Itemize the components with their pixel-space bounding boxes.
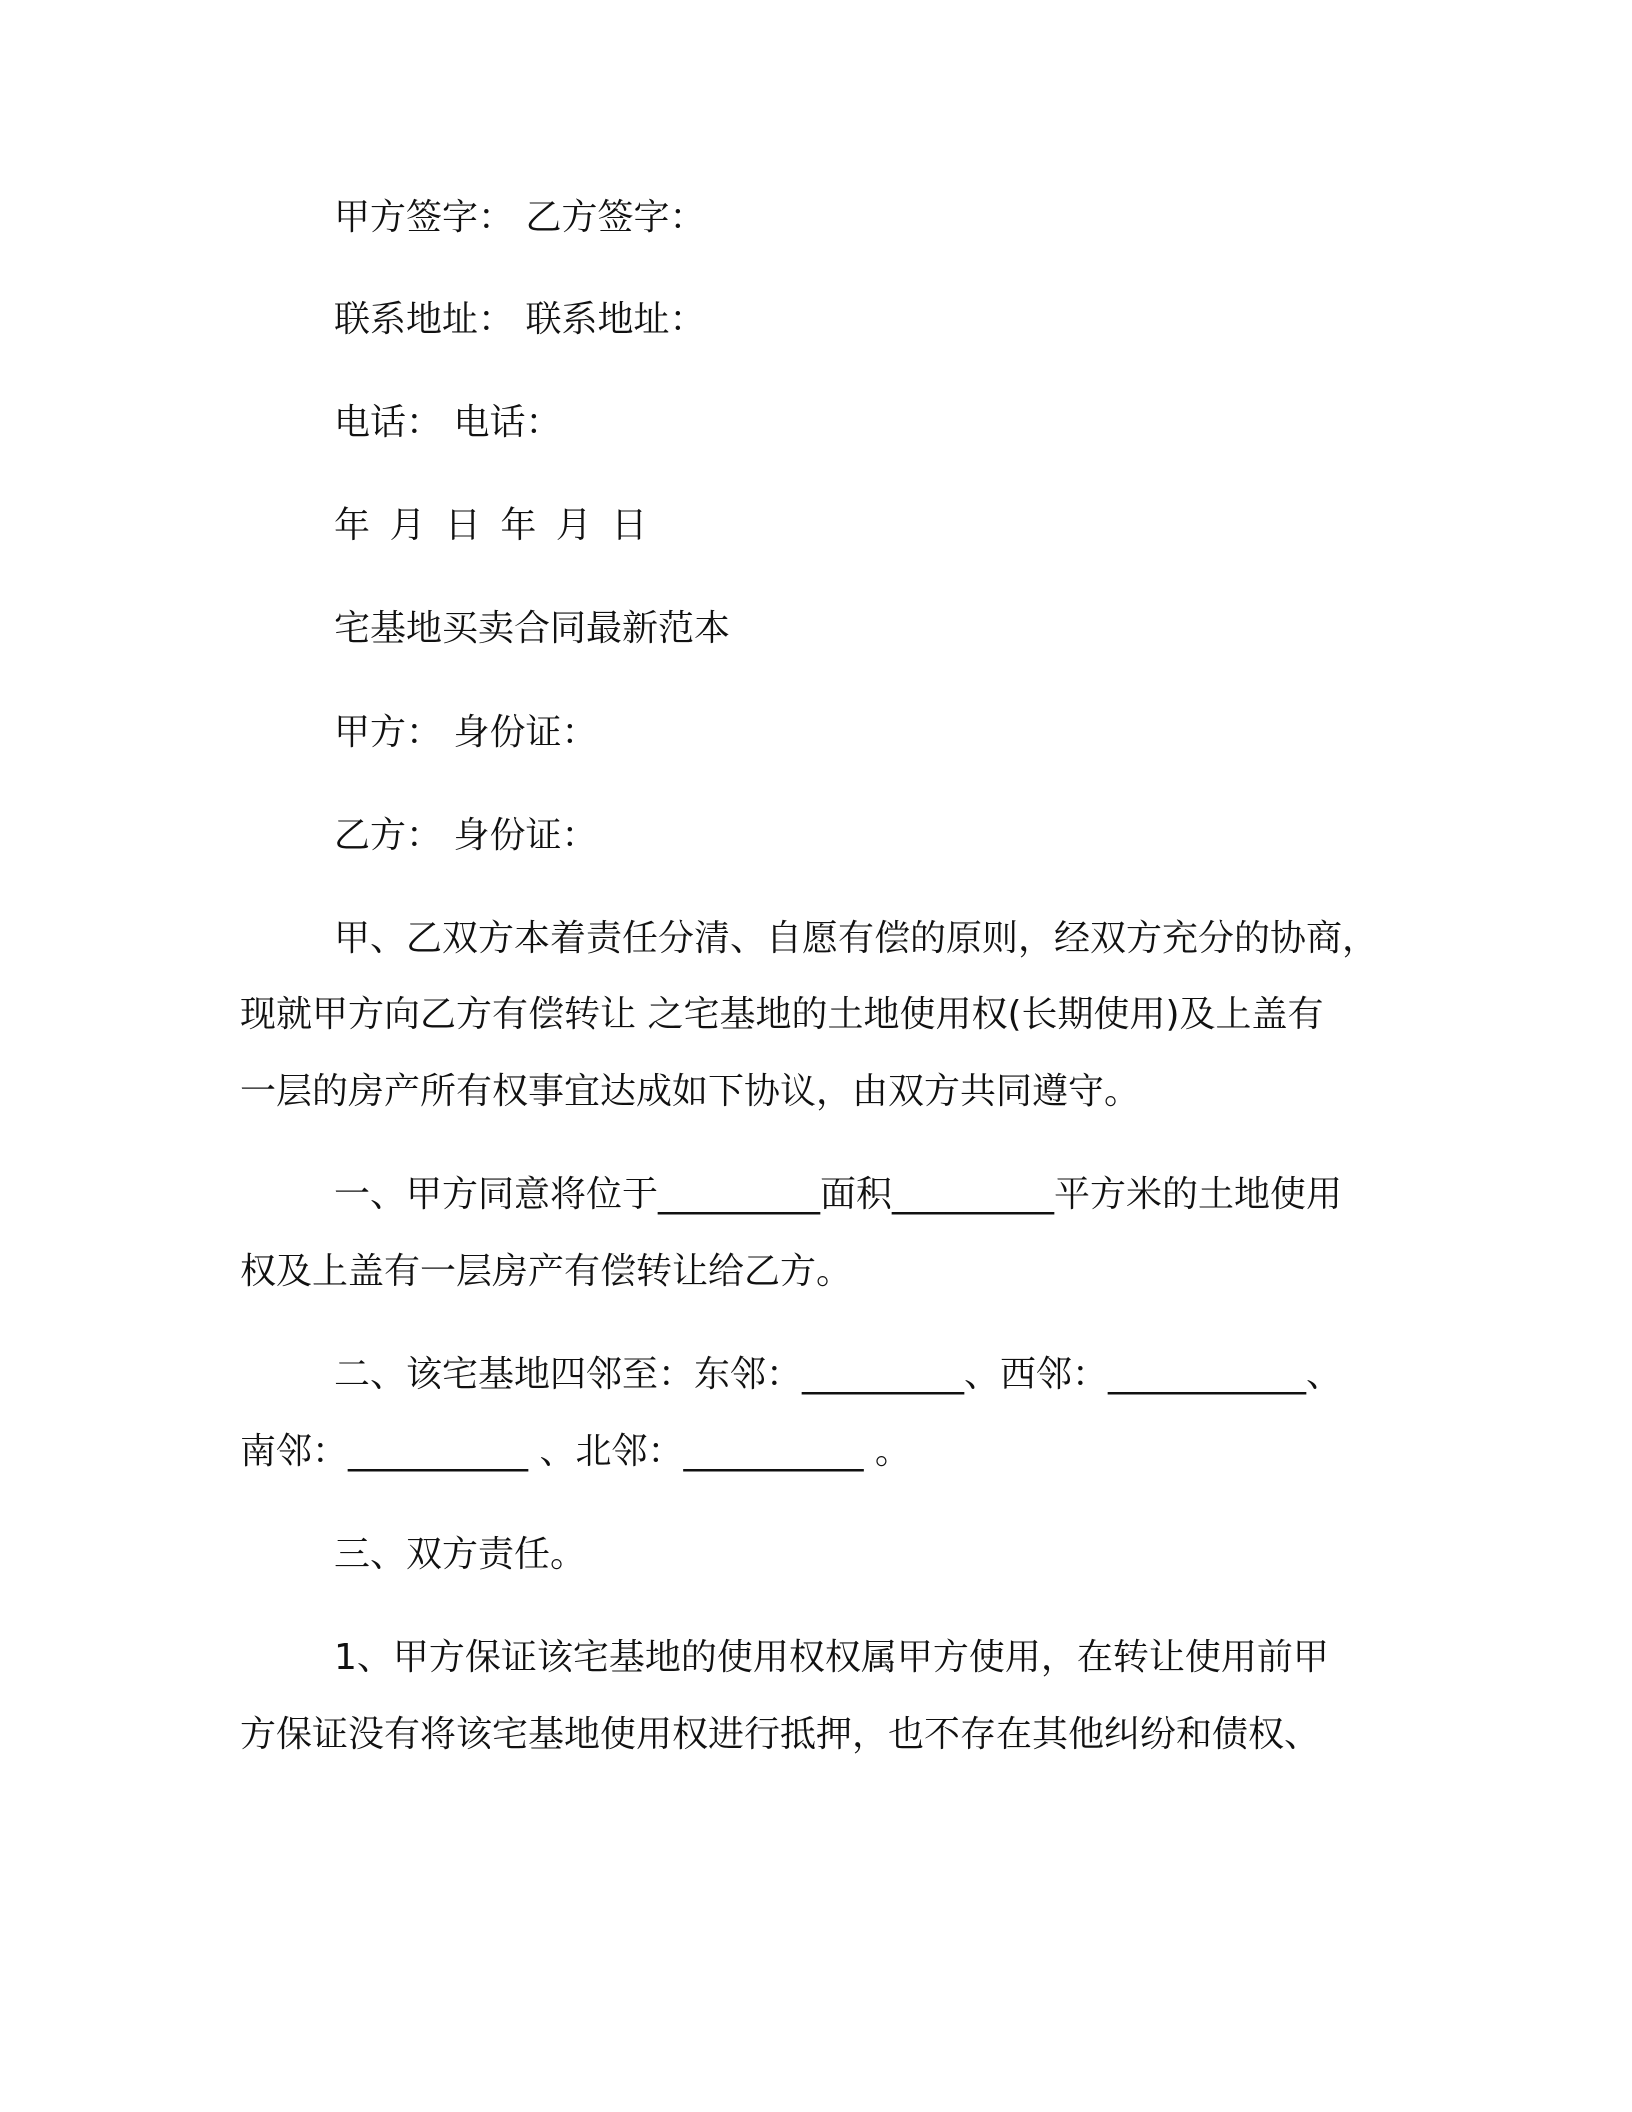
preamble-line-1: 甲、乙双方本着责任分清、自愿有偿的原则，经双方充分的协商， [334, 918, 1379, 959]
address-line: 联系地址： 联系地址： [334, 299, 706, 340]
party-a-line: 甲方： 身份证： [334, 712, 598, 753]
phone-line: 电话： 电话： [334, 402, 562, 443]
preamble-line-3: 一层的房产所有权事宜达成如下协议，由双方共同遵守。 [240, 1071, 1141, 1112]
clause3-item1-line-2: 方保证没有将该宅基地使用权进行抵押，也不存在其他纠纷和债权、 [240, 1714, 1321, 1755]
party-b-line: 乙方： 身份证： [334, 815, 598, 856]
clause3-item1-line-1: 1、甲方保证该宅基地的使用权权属甲方使用，在转让使用前甲 [334, 1637, 1329, 1678]
clause1-line-2: 权及上盖有一层房产有偿转让给乙方。 [240, 1251, 853, 1292]
date-line: 年 月 日 年 月 日 [334, 505, 652, 546]
contract-title: 宅基地买卖合同最新范本 [334, 608, 731, 649]
clause1-line-1: 一、甲方同意将位于_________面积_________平方米的土地使用 [334, 1174, 1343, 1215]
clause3-title: 三、双方责任。 [334, 1534, 587, 1575]
preamble-line-2: 现就甲方向乙方有偿转让 之宅基地的土地使用权(长期使用)及上盖有 [240, 994, 1324, 1035]
signature-line: 甲方签字： 乙方签字： [334, 197, 706, 238]
clause2-line-2: 南邻：__________ 、北邻：__________ 。 [240, 1431, 911, 1472]
clause2-line-1: 二、该宅基地四邻至：东邻：_________、西邻：___________、 [334, 1354, 1343, 1395]
